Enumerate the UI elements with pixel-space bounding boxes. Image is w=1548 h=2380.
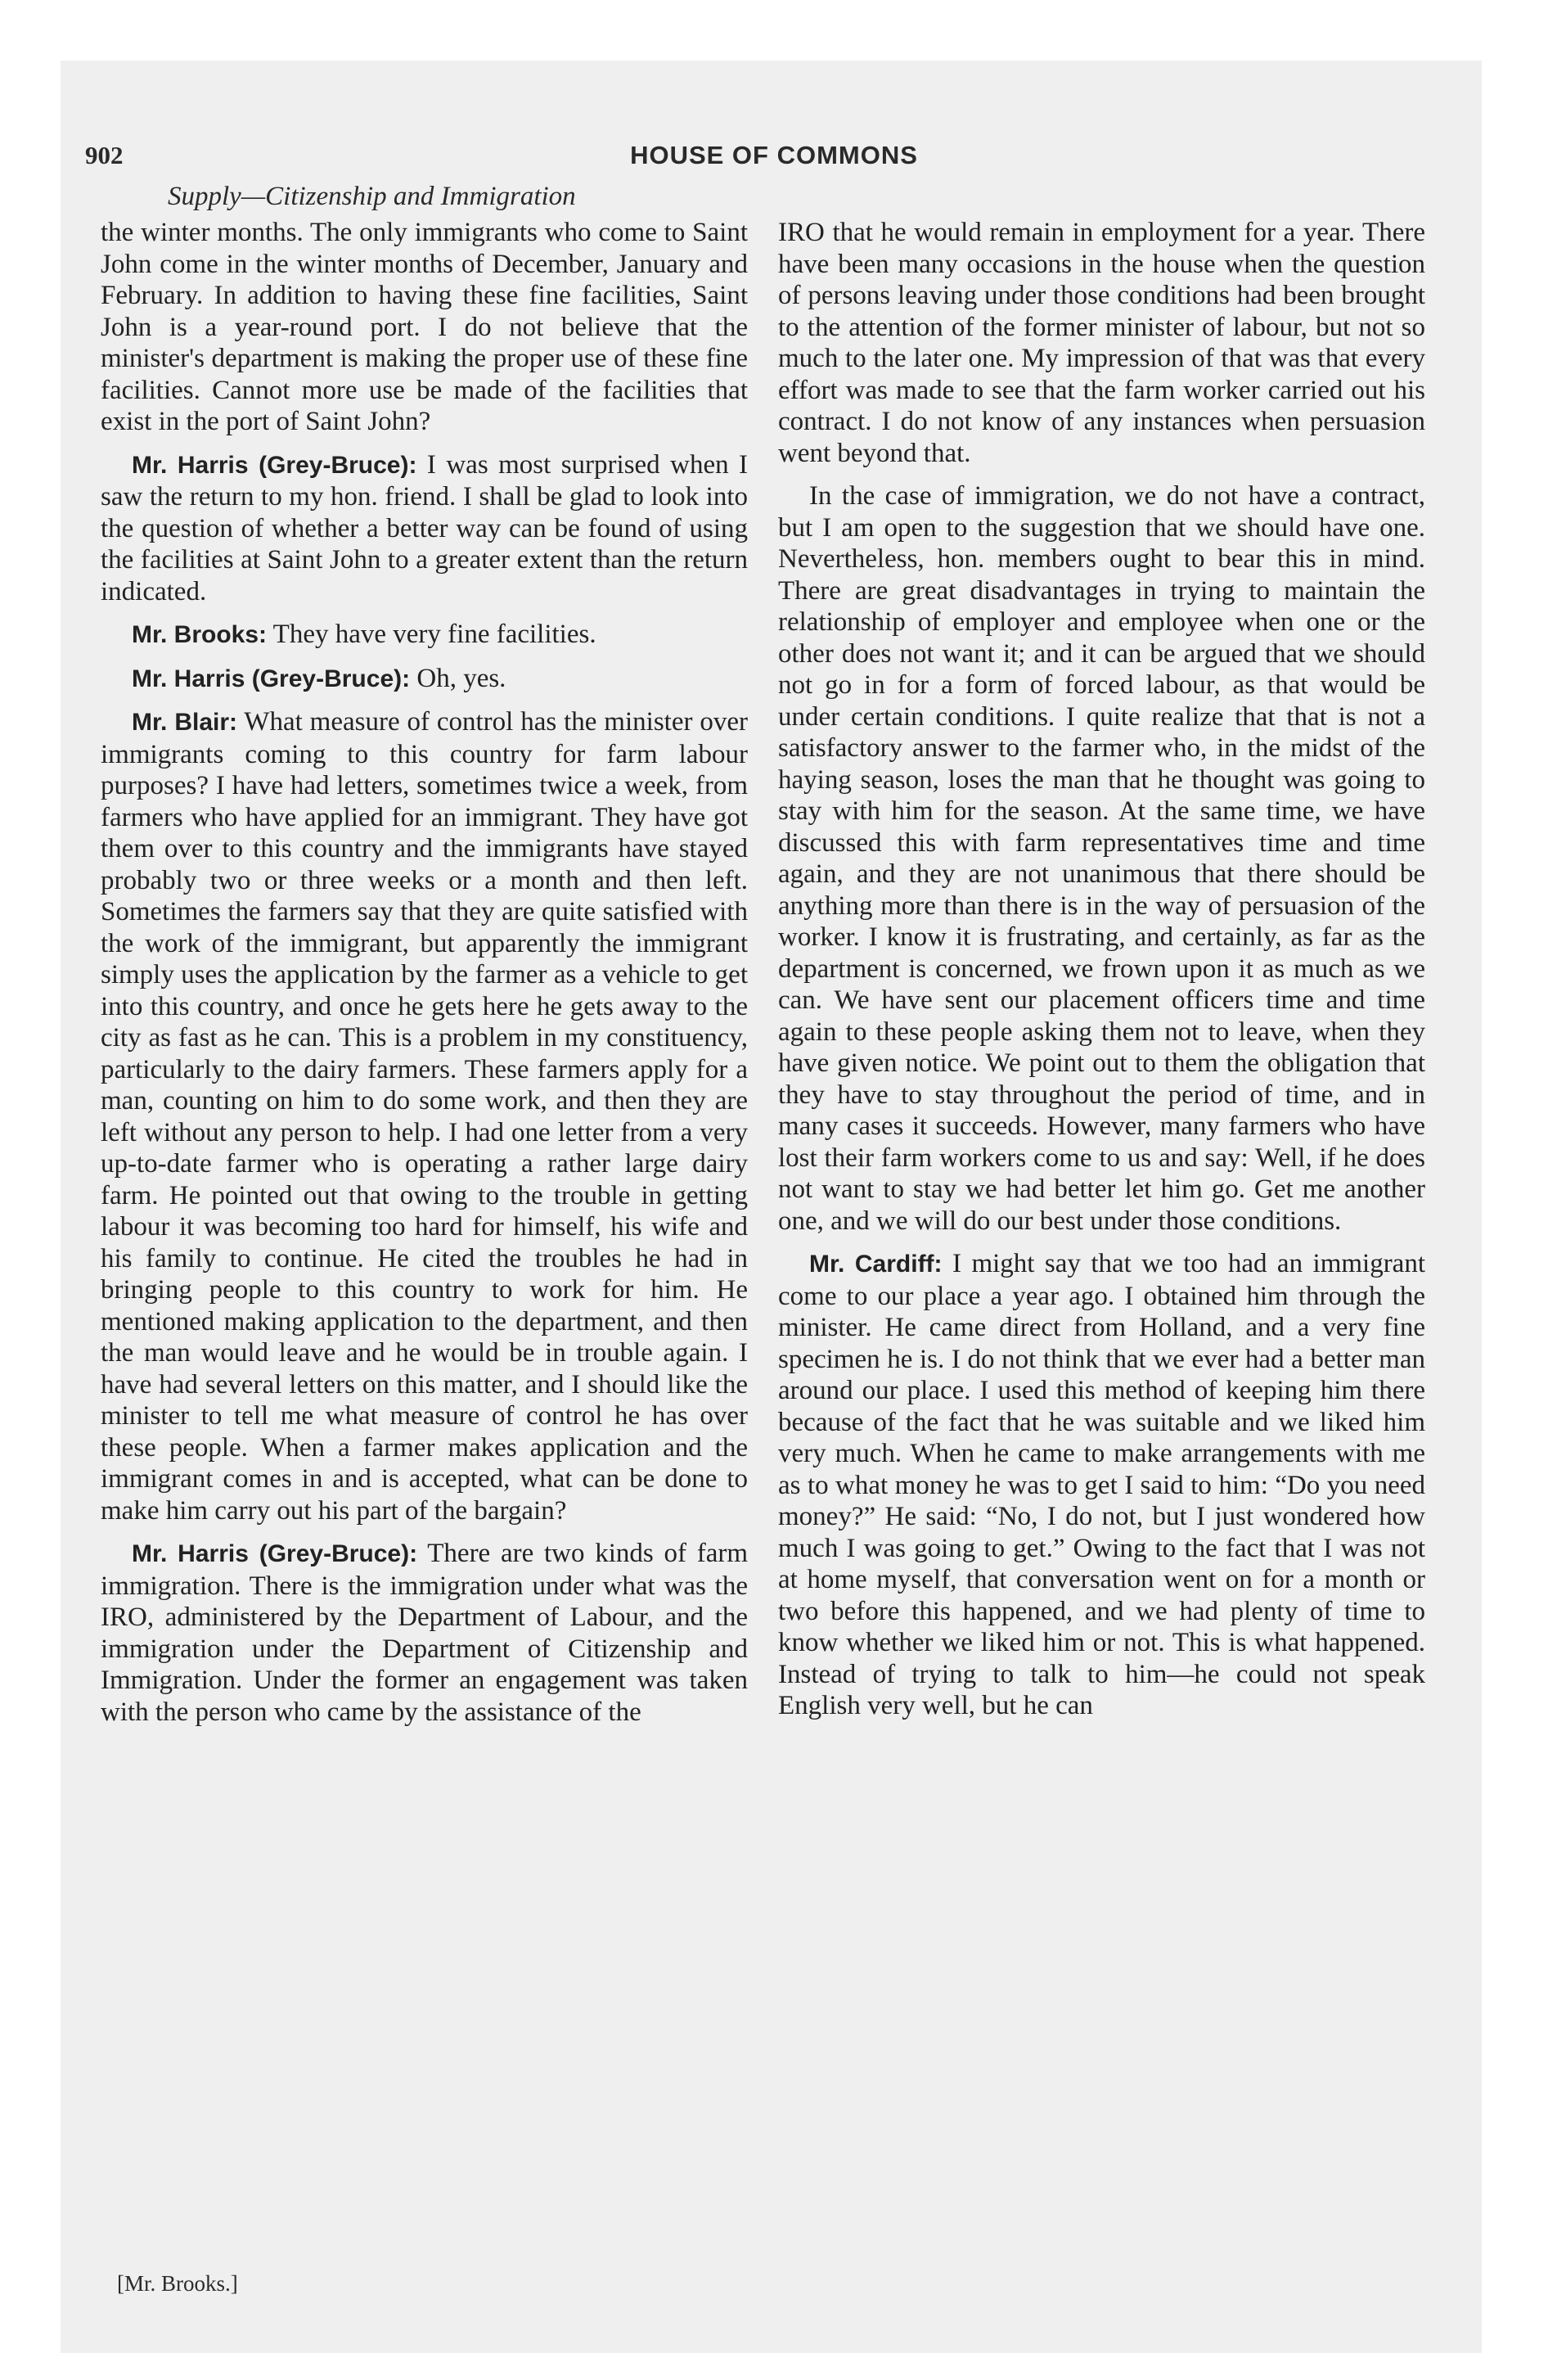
paragraph-text: IRO that he would remain in employment for a year. There have been many occasions in the house when the question of persons leaving under those conditions had been brought to the attention of the former minister of labour, but not so much to the later one. My impression of that was that every effort was made to see that the farm worker carried out his contract. I do not know of any instances when persuasion went beyond that.: [778, 218, 1425, 468]
paragraph-text: They have very fine facilities.: [267, 620, 596, 649]
paragraph: [778, 480, 1425, 1237]
right-column: [778, 217, 1425, 1733]
paragraph: [101, 663, 748, 696]
speaker-name: Mr. Cardiff:: [809, 1251, 943, 1278]
speaker-name: Mr. Harris (Grey-Bruce):: [132, 1540, 418, 1567]
speaker-name: Mr. Harris (Grey-Bruce):: [132, 665, 411, 692]
paragraph: [101, 217, 748, 438]
speaker-name: Mr. Brooks:: [132, 621, 268, 648]
paragraph-text: I might say that we too had an immigrant come to our place a year ago. I obtained him through the minister. He came direct from Holland, and a very fine specimen he is. I do not think that we ever had a better man around our place. I used this method of keeping him there because of the fact that he was suitable and we liked him very much. When he came to make arrangements with me as to what money he was to get I said to him: “Do you need money?” He said: “No, I do not, but I just wondered how much I was going to get.” Owing to the fact that I was not at home myself, that conversation went on for a month or two before this happened, and we had plenty of time to know whether we liked him or not. This is what happened. Instead of trying to talk to him—he could not speak English very well, but he can: [778, 1249, 1425, 1720]
paragraph-text: In the case of immigration, we do not have a contract, but I am open to the suggestion that we should have one. Nevertheless, hon. members ought to bear this in mind. There are great disadvantages in trying to maintain the relationship of employer and employee when one or the other does not want it; and it can be argued that we should not go in for a form of forced labour, as that would be under certain conditions. I quite realize that that is not a satisfactory answer to the farmer who, in the midst of the haying season, loses the man that he thought was going to stay with him for the season. At the same time, we have discussed this with farm representatives time and time again, and they are not unanimous that there should be anything more than there is in the way of persuasion of the worker. I know it is frustrating, and certainly, as far as the department is concerned, we frown upon it as much as we can. We have sent our placement officers time and time again to these people asking them not to leave, when they have given notice. We point out to them the obligation that they have to stay throughout the period of time, and in many cases it succeeds. However, many farmers who have lost their farm workers come to us and say: Well, if he does not want to stay we had better let him go. Get me another one, and we will do our best under those conditions.: [778, 481, 1425, 1236]
page-number: 902: [85, 141, 124, 169]
paragraph-text: There are two kinds of farm immigration. There is the immigration under what was the IRO, administered by the Department of Labour, and the immigration under the Department of Citizenship and Immigration. Under the former an engagement was taken with the person who came by the assistance of the: [101, 1539, 749, 1727]
speaker-name: Mr. Blair:: [132, 709, 238, 736]
footer-note: [Mr. Brooks.]: [117, 2271, 238, 2296]
paragraph: [778, 1248, 1425, 1722]
page-title: HOUSE OF COMMONS: [630, 141, 918, 169]
paragraph-text: Oh, yes.: [410, 663, 506, 693]
section-heading: Supply—Citizenship and Immigration: [168, 182, 576, 211]
paragraph: [101, 706, 748, 1526]
left-column: [101, 217, 748, 1739]
paragraph: [101, 1538, 748, 1728]
paragraph-text: What measure of control has the minister over immigrants coming to this country for farm labour purposes? I have had letters, sometimes twice a week, from farmers who have applied for an immigrant. They have got them over to this country and the immigrants have stayed probably two or three weeks or a month and then left. Sometimes the farmers say that they are quite satisfied with the work of the immigrant, but apparently the immigrant simply uses the application by the farmer as a vehicle to get into this country, and once he gets here he gets away to the city as fast as he can. This is a problem in my constituency, particularly to the dairy farmers. These farmers apply for a man, counting on him to do some work, and then they are left without any person to help. I had one letter from a very up-to-date farmer who is operating a rather large dairy farm. He pointed out that owing to the trouble in getting labour it was becoming too hard for himself, his wife and his family to continue. He cited the troubles he had in bringing people to this country to work for him. He mentioned making application to the department, and then the man would leave and he would be in trouble again. I have had several letters on this matter, and I should like the minister to tell me what measure of control he has over these people. When a farmer makes application and the immigrant comes in and is accepted, what can be done to make him carry out his part of the bargain?: [101, 707, 748, 1526]
paragraph: [778, 217, 1425, 469]
paragraph-text: I was most surprised when I saw the return to my hon. friend. I shall be glad to look into the question of whether a better way can be found of using the facilities at Saint John to a greater extent than the return indicated.: [101, 449, 749, 606]
paragraph-text: the winter months. The only immigrants who come to Saint John come in the winter months of December, January and February. In addition to having these fine facilities, Saint John is a year-round port. I do not believe that the minister's department is making the proper use of these fine facilities. Cannot more use be made of the facilities that exist in the port of Saint John?: [101, 218, 748, 436]
paragraph: [101, 619, 748, 651]
speaker-name: Mr. Harris (Grey-Bruce):: [132, 451, 417, 479]
paragraph: [101, 449, 748, 608]
